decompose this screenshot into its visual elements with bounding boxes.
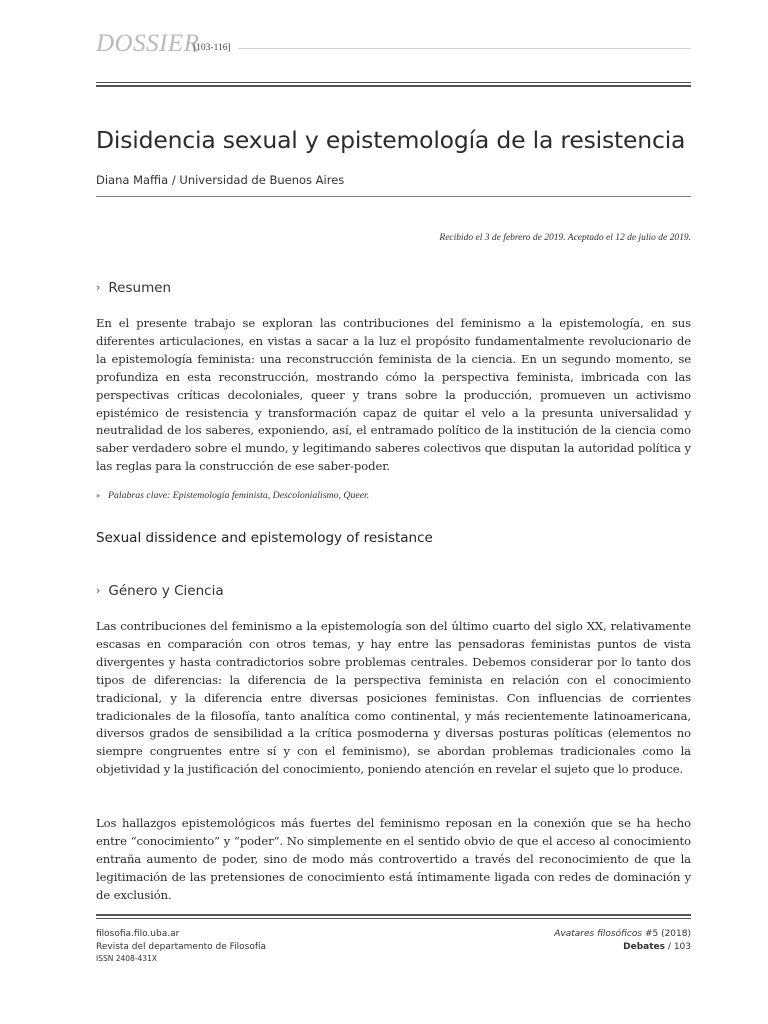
header-rule-bottom: [96, 85, 691, 87]
received-date: Recibido el 3 de febrero de 2019. Aceptado el 12 de julio de 2019.: [439, 233, 691, 243]
section-heading-label: Género y Ciencia: [108, 583, 224, 599]
footer-section: Debates: [623, 941, 666, 952]
abstract-heading-label: Resumen: [108, 280, 172, 296]
footer-site-link[interactable]: filosofia.filo.uba.ar: [96, 929, 180, 939]
footer-journal-info: [96, 928, 266, 966]
footer-rule-top: [96, 914, 691, 916]
footer-issn: ISSN 2408-431X: [96, 954, 157, 963]
section-heading: [96, 581, 224, 602]
chevron-right-icon: ›: [96, 584, 101, 597]
english-title: Sexual dissidence and epistemology of resistance: [96, 530, 433, 546]
author-affiliation: Diana Maffia / Universidad de Buenos Aires: [96, 173, 345, 187]
dossier-label: DOSSIER: [96, 30, 200, 57]
author-divider: [96, 196, 691, 197]
header-rule-top: [96, 82, 691, 83]
footer-separator: /: [667, 941, 671, 952]
keywords-values: Epistemología feminista, Descolonialismo, Queer.: [172, 490, 370, 501]
article-title: Disidencia sexual y epistemología de la resistencia: [96, 126, 686, 154]
header-divider: [238, 48, 691, 49]
body-paragraph: Los hallazgos epistemológicos más fuertes del feminismo reposan en la conexión que se ha hecho entre “conocimiento” y “poder”. No simplemente en el sentido obvio de que el acceso al conocimiento entraña aumento de poder, sino de modo más controvertido a través del reconocimiento de que la legitimación de las pretensiones de conocimiento está íntimamente ligada con redes de dominación y de exclusión.: [96, 816, 691, 902]
keywords-label: Palabras clave:: [108, 490, 171, 501]
chevron-right-icon: ›: [96, 281, 101, 294]
keywords-line: [96, 489, 369, 503]
footer-issue-info: [554, 928, 691, 953]
footer-rule-bottom: [96, 918, 691, 919]
footer-issue: #5 (2018): [644, 929, 691, 939]
footer-department: Revista del departamento de Filosofía: [96, 941, 267, 952]
page-range: [103-116]: [193, 43, 231, 53]
footer-publication: Avatares filosóficos: [554, 929, 643, 939]
abstract-text: En el presente trabajo se exploran las contribuciones del feminismo a la epistemología, en sus diferentes articulaciones, en vistas a sacar a la luz el propósito fundamentalmente revolucionario de la epistemología feminista: una reconstrucción feminista de la ciencia. En un segundo momento, se profundiza en esta reconstrucción, mostrando cómo la perspectiva feminista, imbricada con las perspectivas críticas decoloniales, queer y trans sobre la producción, promueven un activismo epistémico de resistencia y transformación capaz de quitar el velo a la presunta universalidad y neutralidad de los saberes, exponiendo, así, el entramado político de la institución de la ciencia como saber verdadero sobre el mundo, y legitimando saberes colectivos que disputan la autoridad política y las reglas para la construcción de ese saber-poder.: [96, 316, 691, 474]
page-number: 103: [673, 941, 691, 952]
double-chevron-icon: »: [96, 491, 100, 500]
body-paragraph: Las contribuciones del feminismo a la epistemología son del último cuarto del siglo XX, relativamente escasas en comparación con otros temas, y hay entre las pensadoras feministas puntos de vista divergentes y hasta contradictorios sobre problemas centrales. Debemos considerar por lo tanto dos tipos de diferencias: la diferencia de la perspectiva feminista en relación con el conocimiento tradicional, y la diferencia entre diversas posiciones feministas. Con influencias de corrientes tradicionales de la filosofía, tanto analítica como continental, y más recientemente latinoamericana, diversos grados de sensibilidad a la crítica posmoderna y diversas posturas políticas (elementos no siempre congruentes entre sí y con el feminismo), se abordan problemas tradicionales como la objetividad y la justificación del conocimiento, poniendo atención en revelar el sujeto que lo produce.: [96, 619, 691, 777]
abstract-heading: [96, 278, 171, 299]
